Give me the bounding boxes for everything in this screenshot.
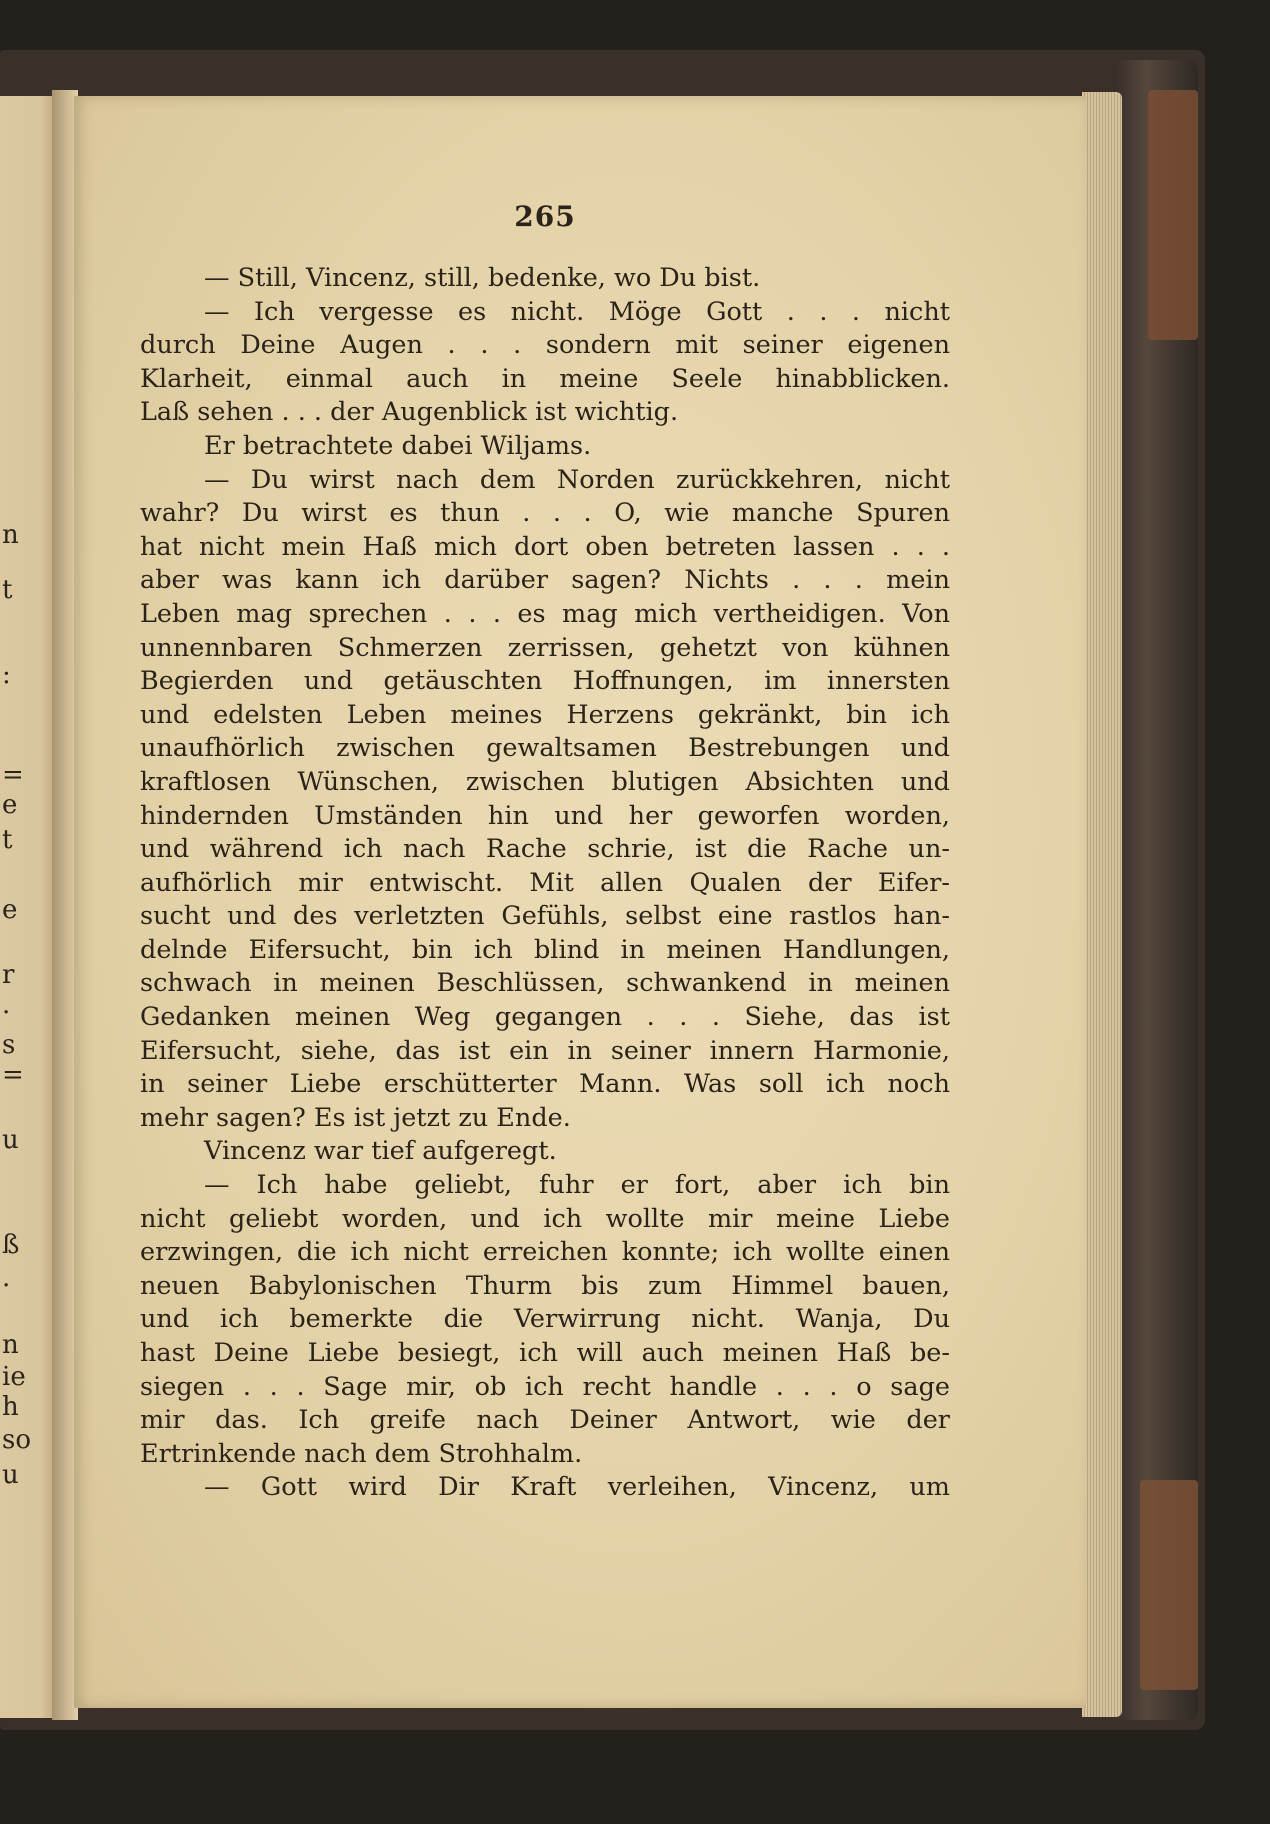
text-line: hindernden Umständen hin und her geworfen worden, <box>140 800 950 831</box>
text-line: — Ich habe geliebt, fuhr er fort, aber ich bin <box>204 1170 950 1201</box>
left-page-fragment: t <box>2 825 13 855</box>
text-line: aufhörlich mir entwischt. Mit allen Qualen der Eifer- <box>140 867 950 898</box>
text-line: sucht und des verletzten Gefühls, selbst eine rastlos han- <box>140 901 950 932</box>
left-page-fragment: n <box>2 1330 19 1360</box>
text-line: Er betrachtete dabei Wiljams. <box>204 430 592 461</box>
text-line: — Gott wird Dir Kraft verleihen, Vincenz, um <box>204 1472 950 1503</box>
text-line: — Ich vergesse es nicht. Möge Gott . . . nicht <box>204 296 950 327</box>
left-page-fragment: s <box>2 1030 16 1060</box>
text-line: — Du wirst nach dem Norden zurückkehren, nicht <box>204 464 950 495</box>
text-line: mir das. Ich greife nach Deiner Antwort, wie der <box>140 1405 950 1436</box>
text-line: Leben mag sprechen . . . es mag mich vertheidigen. Von <box>140 598 950 629</box>
left-page-fragment: . <box>2 990 11 1020</box>
text-line: nicht geliebt worden, und ich wollte mir meine Liebe <box>140 1203 950 1234</box>
text-line: Vincenz war tief aufgeregt. <box>204 1136 557 1167</box>
text-line: und während ich nach Rache schrie, ist die Rache un- <box>140 834 950 865</box>
text-line: Eifersucht, siehe, das ist ein in seiner innern Harmonie, <box>140 1035 950 1066</box>
left-page-fragment: ie <box>2 1362 26 1392</box>
leather-corner-bottom <box>1140 1480 1198 1690</box>
text-line: Gedanken meinen Weg gegangen . . . Siehe, das ist <box>140 1002 950 1033</box>
text-line: aber was kann ich darüber sagen? Nichts . . . mein <box>140 565 950 596</box>
text-line: delnde Eifersucht, bin ich blind in meinen Handlungen, <box>140 934 950 965</box>
left-page-fragment: u <box>2 1125 19 1155</box>
leather-corner-top <box>1148 90 1198 340</box>
left-page-fragment: r <box>2 960 15 990</box>
text-line: unnennbaren Schmerzen zerrissen, gehetzt von kühnen <box>140 632 950 663</box>
text-line: mehr sagen? Es ist jetzt zu Ende. <box>140 1102 571 1133</box>
text-line: erzwingen, die ich nicht erreichen konnte; ich wollte einen <box>140 1237 950 1268</box>
left-page-fragments <box>2 0 42 1824</box>
text-line: durch Deine Augen . . . sondern mit seiner eigenen <box>140 330 950 361</box>
text-line: Ertrinkende nach dem Strohhalm. <box>140 1438 583 1469</box>
text-line: und edelsten Leben meines Herzens gekränkt, bin ich <box>140 699 950 730</box>
text-line: kraftlosen Wünschen, zwischen blutigen Absichten und <box>140 766 950 797</box>
left-page-fragment: u <box>2 1460 19 1490</box>
left-page-fragment: so <box>2 1425 31 1455</box>
left-page-fragment: t <box>2 575 13 605</box>
left-page-fragment: e <box>2 895 18 925</box>
text-line: — Still, Vincenz, still, bedenke, wo Du bist. <box>204 263 761 293</box>
left-page-fragment: = <box>2 760 24 790</box>
left-page-fragment: e <box>2 790 18 820</box>
left-page-fragment: ß <box>2 1230 20 1260</box>
left-page-fragment: = <box>2 1060 24 1090</box>
text-line: in seiner Liebe erschütterter Mann. Was soll ich noch <box>140 1069 950 1100</box>
text-line: Begierden und getäuschten Hoffnungen, im innersten <box>140 666 950 697</box>
text-line: und ich bemerkte die Verwirrung nicht. Wanja, Du <box>140 1304 950 1335</box>
page-text <box>140 262 950 1505</box>
text-line: Laß sehen . . . der Augenblick ist wichtig. <box>140 397 679 428</box>
page-edges <box>1082 92 1122 1717</box>
left-page-fragment: : <box>2 660 11 690</box>
left-page-fragment: h <box>2 1392 19 1422</box>
text-line: hast Deine Liebe besiegt, ich will auch meinen Haß be- <box>140 1338 950 1368</box>
left-page-fragment: n <box>2 520 19 550</box>
text-line: siegen . . . Sage mir, ob ich recht handle . . . o sage <box>140 1371 950 1402</box>
text-line: hat nicht mein Haß mich dort oben betreten lassen . . . <box>140 531 950 562</box>
text-line: wahr? Du wirst es thun . . . O, wie manche Spuren <box>140 498 950 529</box>
text-line: schwach in meinen Beschlüssen, schwankend in meinen <box>140 968 950 999</box>
left-page-fragment: . <box>2 1263 11 1293</box>
text-line: unaufhörlich zwischen gewaltsamen Bestrebungen und <box>140 733 950 764</box>
text-line: Klarheit, einmal auch in meine Seele hinabblicken. <box>140 363 950 394</box>
text-line: neuen Babylonischen Thurm bis zum Himmel bauen, <box>140 1270 950 1301</box>
page-number: 265 <box>514 200 576 233</box>
